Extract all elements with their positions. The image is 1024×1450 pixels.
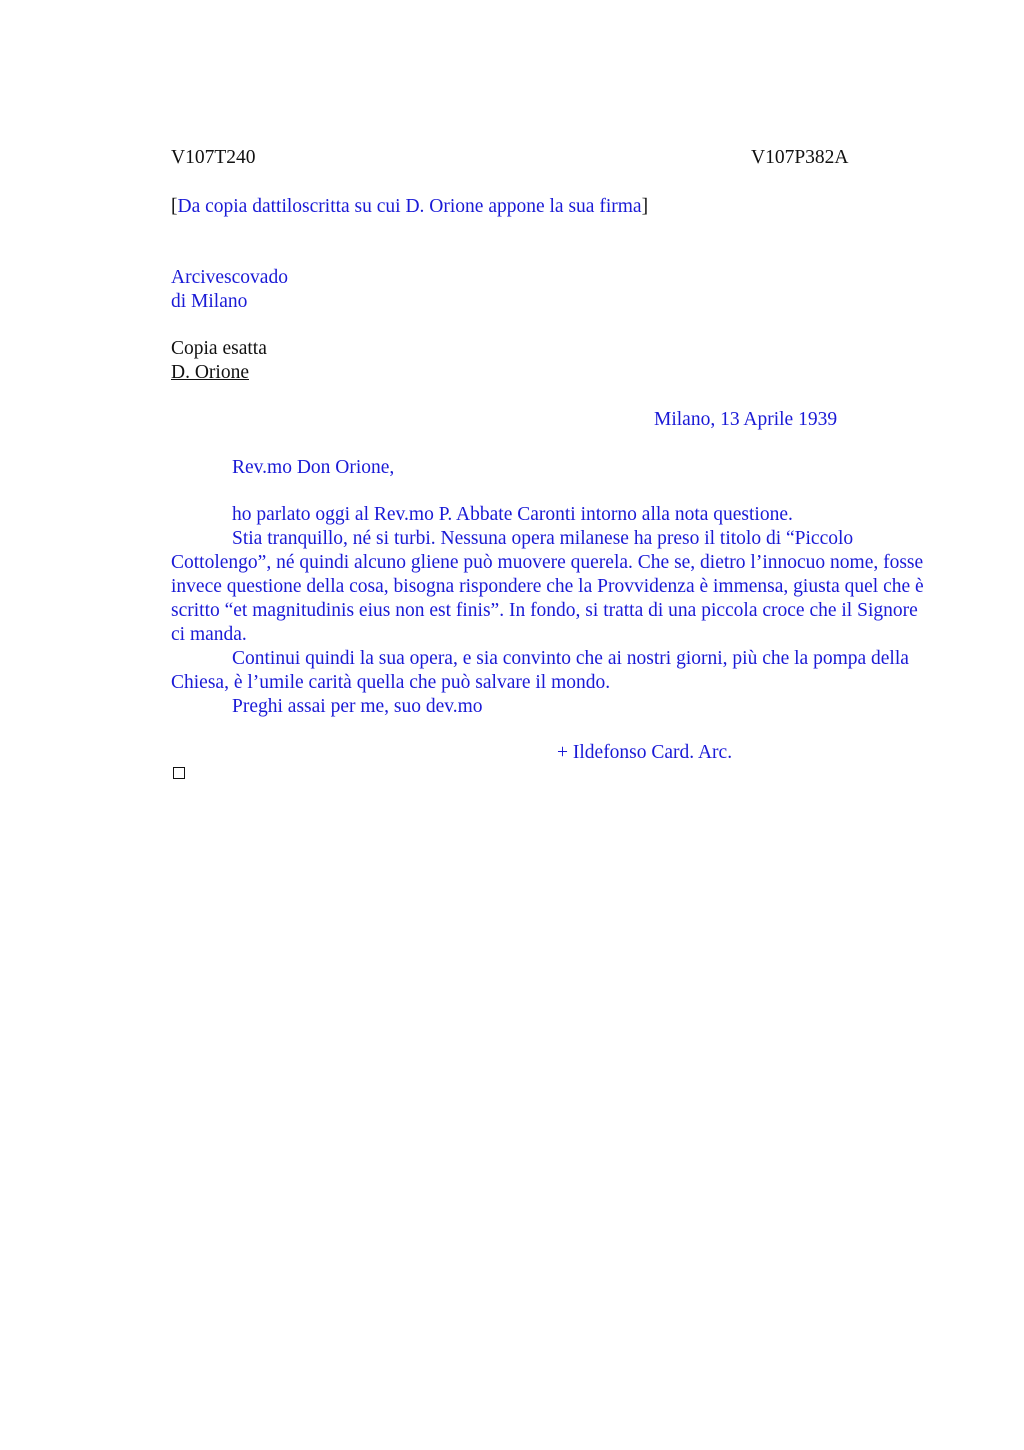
document-code-right: V107P382A bbox=[751, 147, 849, 168]
letter-salutation: Rev.mo Don Orione, bbox=[232, 457, 395, 478]
copy-note-signature: D. Orione bbox=[171, 362, 249, 383]
copy-note-block bbox=[171, 337, 267, 385]
letter-date: Milano, 13 Aprile 1939 bbox=[654, 409, 838, 430]
sender-block bbox=[171, 266, 288, 314]
source-note-text: Da copia dattiloscritta su cui D. Orione appone la sua firma bbox=[177, 196, 642, 217]
source-note-open-bracket: [ bbox=[171, 196, 178, 217]
letter-paragraph: Stia tranquillo, né si turbi. Nessuna opera milanese ha preso il titolo di “Piccolo Cottolengo”, né quindi alcuno gliene può muovere querela. Che se, dietro l’innocuo nome, fosse invece questione della cosa, bisogna rispondere che la Provvidenza è immensa, giusta quel che è scritto “et magnitudinis eius non est finis”. In fondo, si tratta di una piccola croce che il Signore ci manda. bbox=[171, 528, 924, 645]
sender-line-1: Arcivescovado bbox=[171, 267, 288, 288]
copy-note-label: Copia esatta bbox=[171, 338, 267, 359]
letter-body bbox=[171, 503, 933, 719]
source-note bbox=[171, 195, 648, 219]
letter-paragraph: Continui quindi la sua opera, e sia convinto che ai nostri giorni, più che la pompa della Chiesa, è l’umile carità quella che può salvare il mondo. bbox=[171, 648, 909, 693]
letter-paragraph: ho parlato oggi al Rev.mo P. Abbate Caronti intorno alla nota questione. bbox=[232, 504, 793, 525]
letter-signature: + Ildefonso Card. Arc. bbox=[557, 742, 733, 763]
letter-paragraph: Preghi assai per me, suo dev.mo bbox=[232, 696, 483, 717]
end-marker-box-icon bbox=[173, 767, 185, 779]
source-note-close-bracket: ] bbox=[641, 196, 649, 217]
document-code-left: V107T240 bbox=[171, 147, 256, 168]
sender-line-2: di Milano bbox=[171, 291, 248, 312]
